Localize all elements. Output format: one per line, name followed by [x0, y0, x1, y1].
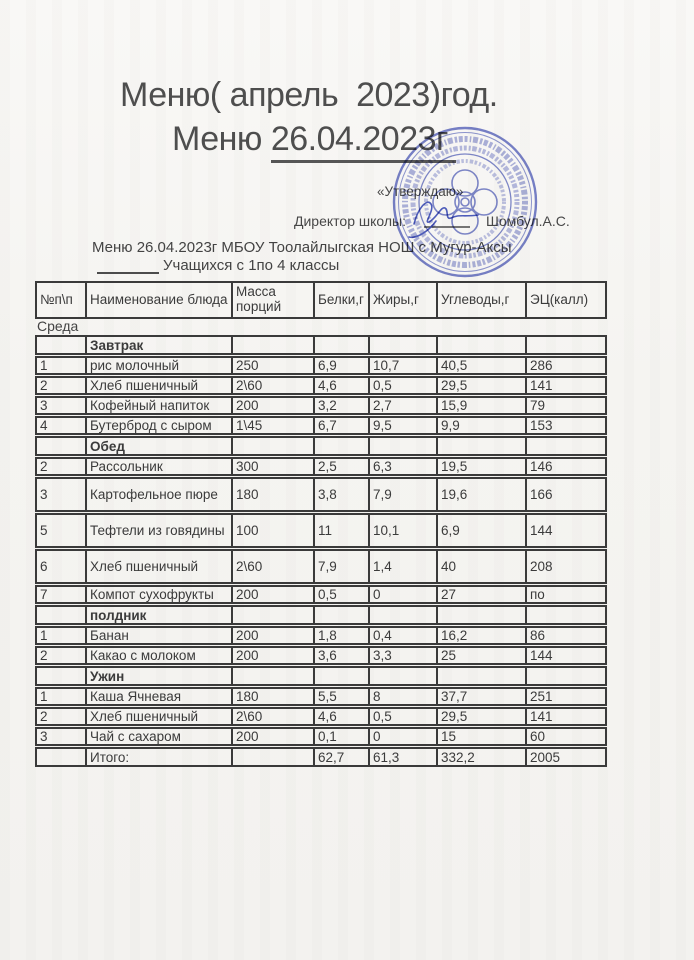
- menu-item-row: [35, 626, 607, 645]
- menu-school-line: Меню 26.04.2023г МБОУ Тоолайлыгская НОШ с Мугур-Аксы: [92, 239, 512, 256]
- cell-num: 3: [35, 727, 87, 746]
- cell-mass: [233, 335, 315, 355]
- cell-mass: [233, 747, 315, 767]
- cell-name: Чай с сахаром: [87, 727, 233, 746]
- cell-kcal: 208: [527, 549, 607, 584]
- cell-fat: 8: [370, 687, 438, 706]
- cell-protein: 1,8: [315, 626, 370, 645]
- cell-num: 2: [35, 457, 87, 476]
- col-header-dish: Наименование блюда: [87, 281, 233, 319]
- cell-carbs: [438, 666, 527, 686]
- cell-kcal: 141: [527, 376, 607, 395]
- cell-protein: 6,9: [315, 356, 370, 375]
- cell-name: Банан: [87, 626, 233, 645]
- cell-num: 3: [35, 396, 87, 415]
- menu-item-row: [35, 356, 607, 375]
- blank-underline: [97, 260, 159, 274]
- menu-table-body: [35, 335, 607, 767]
- cell-mass: 2\60: [233, 707, 315, 726]
- cell-num: [35, 605, 87, 625]
- menu-item-row: [35, 707, 607, 726]
- cell-carbs: [438, 335, 527, 355]
- col-header-mass: Масса порций: [233, 281, 315, 319]
- cell-protein: 11: [315, 513, 370, 548]
- cell-mass: 1\45: [233, 416, 315, 435]
- total-row: [35, 747, 607, 767]
- cell-kcal: 146: [527, 457, 607, 476]
- cell-fat: 0,4: [370, 626, 438, 645]
- cell-carbs: 15,9: [438, 396, 527, 415]
- cell-num: 1: [35, 687, 87, 706]
- cell-carbs: 19,5: [438, 457, 527, 476]
- cell-protein: [315, 666, 370, 686]
- cell-num: [35, 747, 87, 767]
- cell-protein: 0,1: [315, 727, 370, 746]
- cell-fat: 0: [370, 727, 438, 746]
- cell-fat: 3,3: [370, 646, 438, 665]
- cell-protein: 6,7: [315, 416, 370, 435]
- cell-fat: 7,9: [370, 477, 438, 512]
- cell-mass: 180: [233, 477, 315, 512]
- cell-carbs: 40,5: [438, 356, 527, 375]
- cell-num: 6: [35, 549, 87, 584]
- col-header-fat: Жиры,г: [370, 281, 438, 319]
- director-label: Директор школы:: [294, 213, 406, 229]
- cell-protein: 62,7: [315, 747, 370, 767]
- students-text: Учащихся с 1по 4 классы: [163, 257, 340, 274]
- cell-name: Компот сухофрукты: [87, 585, 233, 604]
- cell-carbs: 9,9: [438, 416, 527, 435]
- cell-num: 2: [35, 646, 87, 665]
- cell-carbs: 25: [438, 646, 527, 665]
- section-row: [35, 666, 607, 686]
- cell-fat: [370, 436, 438, 456]
- cell-name: Тефтели из говядины: [87, 513, 233, 548]
- cell-num: 1: [35, 626, 87, 645]
- cell-kcal: [527, 605, 607, 625]
- cell-protein: 3,6: [315, 646, 370, 665]
- cell-fat: 6,3: [370, 457, 438, 476]
- cell-mass: 250: [233, 356, 315, 375]
- cell-mass: 200: [233, 727, 315, 746]
- menu-item-row: [35, 646, 607, 665]
- cell-kcal: 86: [527, 626, 607, 645]
- cell-kcal: 251: [527, 687, 607, 706]
- col-header-num: №п\п: [35, 281, 87, 319]
- header-row: [35, 281, 607, 319]
- cell-fat: 0: [370, 585, 438, 604]
- day-label: Среда: [37, 318, 79, 334]
- cell-fat: 0,5: [370, 707, 438, 726]
- cell-fat: 9,5: [370, 416, 438, 435]
- cell-kcal: [527, 666, 607, 686]
- cell-name: Каша Ячневая: [87, 687, 233, 706]
- document-title: Меню( апрель 2023)год.: [120, 76, 498, 114]
- menu-item-row: [35, 396, 607, 415]
- cell-carbs: 16,2: [438, 626, 527, 645]
- cell-num: 4: [35, 416, 87, 435]
- col-header-protein: Белки,г: [315, 281, 370, 319]
- col-header-carbs: Углеводы,г: [438, 281, 527, 319]
- cell-protein: 4,6: [315, 376, 370, 395]
- menu-date-underlined: 26.04.2023г: [271, 120, 456, 163]
- cell-protein: 2,5: [315, 457, 370, 476]
- cell-carbs: 29,5: [438, 707, 527, 726]
- cell-mass: 2\60: [233, 549, 315, 584]
- cell-name: Бутерброд с сыром: [87, 416, 233, 435]
- cell-mass: 200: [233, 396, 315, 415]
- cell-name: Итого:: [87, 747, 233, 767]
- menu-item-row: [35, 727, 607, 746]
- cell-name: Хлеб пшеничный: [87, 707, 233, 726]
- cell-fat: [370, 666, 438, 686]
- cell-carbs: [438, 436, 527, 456]
- cell-mass: 200: [233, 626, 315, 645]
- cell-mass: 180: [233, 687, 315, 706]
- cell-num: [35, 335, 87, 355]
- cell-protein: 3,2: [315, 396, 370, 415]
- cell-kcal: 79: [527, 396, 607, 415]
- cell-num: 1: [35, 356, 87, 375]
- cell-kcal: 153: [527, 416, 607, 435]
- cell-kcal: [527, 335, 607, 355]
- cell-fat: 10,1: [370, 513, 438, 548]
- cell-name: Обед: [87, 436, 233, 456]
- menu-item-row: [35, 585, 607, 604]
- cell-name: Кофейный напиток: [87, 396, 233, 415]
- cell-kcal: 144: [527, 646, 607, 665]
- cell-name: рис молочный: [87, 356, 233, 375]
- menu-item-row: [35, 477, 607, 512]
- cell-fat: 0,5: [370, 376, 438, 395]
- cell-num: 5: [35, 513, 87, 548]
- cell-num: [35, 436, 87, 456]
- cell-protein: 3,8: [315, 477, 370, 512]
- cell-mass: [233, 436, 315, 456]
- approve-label: «Утверждаю»: [377, 184, 464, 199]
- cell-fat: [370, 335, 438, 355]
- col-header-energy: ЭЦ(калл): [527, 281, 607, 319]
- cell-mass: 200: [233, 585, 315, 604]
- cell-kcal: 286: [527, 356, 607, 375]
- cell-num: 2: [35, 707, 87, 726]
- cell-protein: 7,9: [315, 549, 370, 584]
- cell-name: Ужин: [87, 666, 233, 686]
- cell-kcal: 166: [527, 477, 607, 512]
- cell-carbs: 37,7: [438, 687, 527, 706]
- cell-fat: 1,4: [370, 549, 438, 584]
- cell-name: Хлеб пшеничный: [87, 376, 233, 395]
- menu-table: [35, 334, 607, 768]
- cell-num: 2: [35, 376, 87, 395]
- cell-name: Завтрак: [87, 335, 233, 355]
- menu-item-row: [35, 416, 607, 435]
- cell-carbs: 19,6: [438, 477, 527, 512]
- cell-protein: 5,5: [315, 687, 370, 706]
- section-row: [35, 605, 607, 625]
- section-row: [35, 436, 607, 456]
- cell-kcal: по: [527, 585, 607, 604]
- official-round-stamp-icon: [391, 126, 539, 278]
- menu-item-row: [35, 376, 607, 395]
- menu-item-row: [35, 513, 607, 548]
- menu-table-header: [35, 280, 607, 320]
- cell-num: 7: [35, 585, 87, 604]
- cell-carbs: 15: [438, 727, 527, 746]
- cell-kcal: [527, 436, 607, 456]
- cell-protein: 0,5: [315, 585, 370, 604]
- cell-num: [35, 666, 87, 686]
- director-name: Шомбул.А.С.: [486, 213, 570, 229]
- cell-protein: [315, 605, 370, 625]
- section-row: [35, 335, 607, 355]
- cell-fat: 2,7: [370, 396, 438, 415]
- cell-name: Рассольник: [87, 457, 233, 476]
- cell-protein: 4,6: [315, 707, 370, 726]
- cell-name: Хлеб пшеничный: [87, 549, 233, 584]
- cell-mass: 300: [233, 457, 315, 476]
- cell-num: 3: [35, 477, 87, 512]
- menu-item-row: [35, 457, 607, 476]
- cell-mass: [233, 605, 315, 625]
- cell-kcal: 2005: [527, 747, 607, 767]
- cell-kcal: 60: [527, 727, 607, 746]
- cell-carbs: [438, 605, 527, 625]
- cell-fat: 61,3: [370, 747, 438, 767]
- menu-word: Меню: [172, 120, 271, 158]
- cell-carbs: 29,5: [438, 376, 527, 395]
- cell-fat: 10,7: [370, 356, 438, 375]
- cell-name: Картофельное пюре: [87, 477, 233, 512]
- cell-protein: [315, 335, 370, 355]
- cell-carbs: 40: [438, 549, 527, 584]
- cell-carbs: 332,2: [438, 747, 527, 767]
- cell-kcal: 144: [527, 513, 607, 548]
- cell-mass: [233, 666, 315, 686]
- cell-mass: 2\60: [233, 376, 315, 395]
- cell-protein: [315, 436, 370, 456]
- menu-item-row: [35, 687, 607, 706]
- menu-item-row: [35, 549, 607, 584]
- cell-mass: 200: [233, 646, 315, 665]
- cell-mass: 100: [233, 513, 315, 548]
- cell-name: Какао с молоком: [87, 646, 233, 665]
- students-line: [97, 257, 339, 274]
- cell-fat: [370, 605, 438, 625]
- cell-kcal: 141: [527, 707, 607, 726]
- cell-name: полдник: [87, 605, 233, 625]
- cell-carbs: 27: [438, 585, 527, 604]
- cell-carbs: 6,9: [438, 513, 527, 548]
